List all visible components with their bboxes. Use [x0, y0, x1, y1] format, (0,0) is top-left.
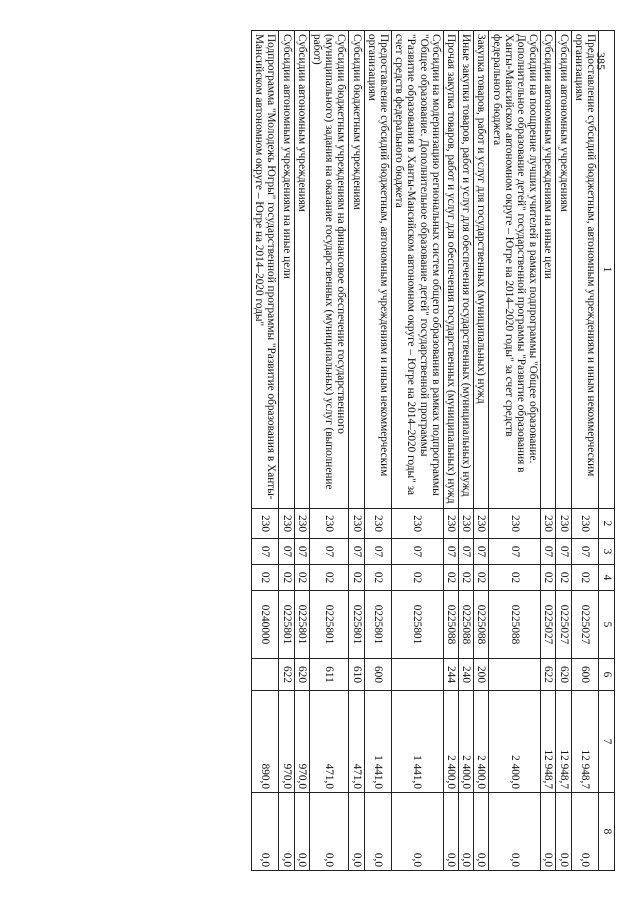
header-cell: 2	[599, 509, 615, 539]
rotated-page-content	[95, 30, 615, 870]
table-row	[391, 31, 443, 871]
admin-code-cell: 230	[279, 509, 294, 539]
row-name-cell: Субсидии на поощрение лучших учителей в рамках подпрограммы "Общее образование. Дополнительное образование детей" государственной программы "Развитие образования в Ханты-Мансийском автономном округе – Югре на 2014–2020 годы" за счет средств федерального бюджета	[489, 31, 541, 509]
subsection-cell: 02	[489, 565, 541, 591]
target-article-cell: 0225088	[443, 591, 458, 659]
expense-type-cell: 611	[309, 659, 349, 691]
expense-type-cell	[251, 659, 278, 691]
amount-cell: 1 441,0	[364, 691, 391, 793]
amount-cell: 970,0	[279, 691, 294, 793]
admin-code-cell: 230	[364, 509, 391, 539]
amount-col8-cell: 0,0	[279, 793, 294, 871]
header-cell: 8	[599, 793, 615, 871]
row-name-cell: Субсидии бюджетным учреждениям	[349, 31, 364, 509]
amount-cell: 471,0	[349, 691, 364, 793]
subsection-cell: 02	[251, 565, 278, 591]
amount-col8-cell: 0,0	[458, 793, 473, 871]
amount-col8-cell: 0,0	[251, 793, 278, 871]
target-article-cell: 0225088	[474, 591, 489, 659]
target-article-cell: 0225801	[279, 591, 294, 659]
budget-table	[251, 30, 615, 871]
section-cell: 07	[458, 539, 473, 565]
target-article-cell: 0225088	[458, 591, 473, 659]
expense-type-cell: 600	[364, 659, 391, 691]
amount-col8-cell: 0,0	[489, 793, 541, 871]
subsection-cell: 02	[279, 565, 294, 591]
table-row	[309, 31, 349, 871]
amount-cell: 1 441,0	[391, 691, 443, 793]
amount-cell: 12 948,7	[556, 691, 571, 793]
amount-cell: 2 400,0	[443, 691, 458, 793]
subsection-cell: 02	[571, 565, 598, 591]
row-name-cell: Подпрограмма "Молодежь Югры" государственной программы "Развитие образования в Ханты-Мансийском автономном округе – Югре на 2014–2020 годы"	[251, 31, 278, 509]
section-cell: 07	[391, 539, 443, 565]
amount-cell: 890,0	[251, 691, 278, 793]
subsection-cell: 02	[474, 565, 489, 591]
section-cell: 07	[443, 539, 458, 565]
expense-type-cell: 622	[541, 659, 556, 691]
header-cell: 5	[599, 591, 615, 659]
target-article-cell: 0225801	[309, 591, 349, 659]
expense-type-cell: 600	[571, 659, 598, 691]
expense-type-cell: 622	[279, 659, 294, 691]
subsection-cell: 02	[294, 565, 309, 591]
target-article-cell: 0225801	[364, 591, 391, 659]
section-cell: 07	[571, 539, 598, 565]
amount-col8-cell: 0,0	[309, 793, 349, 871]
table-row	[489, 31, 541, 871]
admin-code-cell: 230	[489, 509, 541, 539]
subsection-cell: 02	[541, 565, 556, 591]
table-row	[541, 31, 556, 871]
header-cell: 3	[599, 539, 615, 565]
expense-type-cell	[489, 659, 541, 691]
section-cell: 07	[556, 539, 571, 565]
admin-code-cell: 230	[571, 509, 598, 539]
row-name-cell: Субсидии автономным учреждениям	[556, 31, 571, 509]
admin-code-cell: 230	[251, 509, 278, 539]
amount-cell: 2 400,0	[458, 691, 473, 793]
table-row	[474, 31, 489, 871]
expense-type-cell: 240	[458, 659, 473, 691]
row-name-cell: Предоставление субсидий бюджетным, автономным учреждениям и иным некоммерческим организациям	[364, 31, 391, 509]
section-cell: 07	[474, 539, 489, 565]
admin-code-cell: 230	[391, 509, 443, 539]
amount-cell: 471,0	[309, 691, 349, 793]
subsection-cell: 02	[309, 565, 349, 591]
admin-code-cell: 230	[474, 509, 489, 539]
table-row	[294, 31, 309, 871]
admin-code-cell: 230	[294, 509, 309, 539]
amount-cell: 2 400,0	[474, 691, 489, 793]
section-cell: 07	[309, 539, 349, 565]
row-name-cell: Предоставление субсидий бюджетным, автономным учреждениям и иным некоммерческим организациям	[571, 31, 598, 509]
amount-cell: 2 400,0	[489, 691, 541, 793]
row-name-cell: Субсидии на модернизацию региональных систем общего образования в рамках подпрограммы "Общее образование. Дополнительное образование детей" государственной программы "Развитие образования в Ханты-Мансийском автономном округе – Югре на 2014–2020 годы" за счет средств федерального бюджета	[391, 31, 443, 509]
target-article-cell: 0225801	[349, 591, 364, 659]
row-name-cell: Субсидии бюджетным учреждениям на финансовое обеспечение государственного (муниципального) задания на оказание государственных (муниципальных) услуг (выполнение работ)	[309, 31, 349, 509]
expense-type-cell: 620	[294, 659, 309, 691]
section-cell: 07	[279, 539, 294, 565]
table-row	[556, 31, 571, 871]
table-row	[364, 31, 391, 871]
header-cell: 6	[599, 659, 615, 691]
target-article-cell: 0225027	[556, 591, 571, 659]
admin-code-cell: 230	[309, 509, 349, 539]
amount-col8-cell: 0,0	[294, 793, 309, 871]
page-number: 385	[594, 52, 608, 70]
amount-col8-cell: 0,0	[556, 793, 571, 871]
admin-code-cell: 230	[349, 509, 364, 539]
subsection-cell: 02	[349, 565, 364, 591]
expense-type-cell	[391, 659, 443, 691]
header-cell: 4	[599, 565, 615, 591]
row-name-cell: Субсидии автономным учреждениям	[294, 31, 309, 509]
expense-type-cell: 200	[474, 659, 489, 691]
amount-cell: 12 948,7	[571, 691, 598, 793]
subsection-cell: 02	[443, 565, 458, 591]
target-article-cell: 0240000	[251, 591, 278, 659]
admin-code-cell: 230	[458, 509, 473, 539]
amount-col8-cell: 0,0	[474, 793, 489, 871]
section-cell: 07	[349, 539, 364, 565]
section-cell: 07	[251, 539, 278, 565]
header-cell: 1	[599, 31, 615, 509]
target-article-cell: 0225088	[489, 591, 541, 659]
admin-code-cell: 230	[443, 509, 458, 539]
amount-col8-cell: 0,0	[391, 793, 443, 871]
expense-type-cell: 610	[349, 659, 364, 691]
subsection-cell: 02	[391, 565, 443, 591]
amount-col8-cell: 0,0	[443, 793, 458, 871]
subsection-cell: 02	[458, 565, 473, 591]
target-article-cell: 0225801	[391, 591, 443, 659]
admin-code-cell: 230	[541, 509, 556, 539]
row-name-cell: Субсидии автономным учреждениям на иные цели	[279, 31, 294, 509]
section-cell: 07	[364, 539, 391, 565]
amount-cell: 12 948,7	[541, 691, 556, 793]
row-name-cell: Прочая закупка товаров, работ и услуг для обеспечения государственных (муниципальных) нужд	[443, 31, 458, 509]
target-article-cell: 0225027	[541, 591, 556, 659]
amount-cell: 970,0	[294, 691, 309, 793]
row-name-cell: Закупка товаров, работ и услуг для государственных (муниципальных) нужд	[474, 31, 489, 509]
header-row	[599, 31, 615, 871]
section-cell: 07	[489, 539, 541, 565]
target-article-cell: 0225027	[571, 591, 598, 659]
amount-col8-cell: 0,0	[364, 793, 391, 871]
subsection-cell: 02	[556, 565, 571, 591]
target-article-cell: 0225801	[294, 591, 309, 659]
table-row	[279, 31, 294, 871]
admin-code-cell: 230	[556, 509, 571, 539]
section-cell: 07	[541, 539, 556, 565]
expense-type-cell: 244	[443, 659, 458, 691]
amount-col8-cell: 0,0	[349, 793, 364, 871]
table-row	[443, 31, 458, 871]
header-cell: 7	[599, 691, 615, 793]
amount-col8-cell: 0,0	[541, 793, 556, 871]
table-row	[458, 31, 473, 871]
table-row	[571, 31, 598, 871]
table-row	[251, 31, 278, 871]
row-name-cell: Субсидии автономным учреждениям на иные цели	[541, 31, 556, 509]
subsection-cell: 02	[364, 565, 391, 591]
section-cell: 07	[294, 539, 309, 565]
amount-col8-cell: 0,0	[571, 793, 598, 871]
table-row	[349, 31, 364, 871]
table-body	[251, 31, 614, 871]
expense-type-cell: 620	[556, 659, 571, 691]
row-name-cell: Иные закупки товаров, работ и услуг для обеспечения государственных (муниципальных) нужд	[458, 31, 473, 509]
